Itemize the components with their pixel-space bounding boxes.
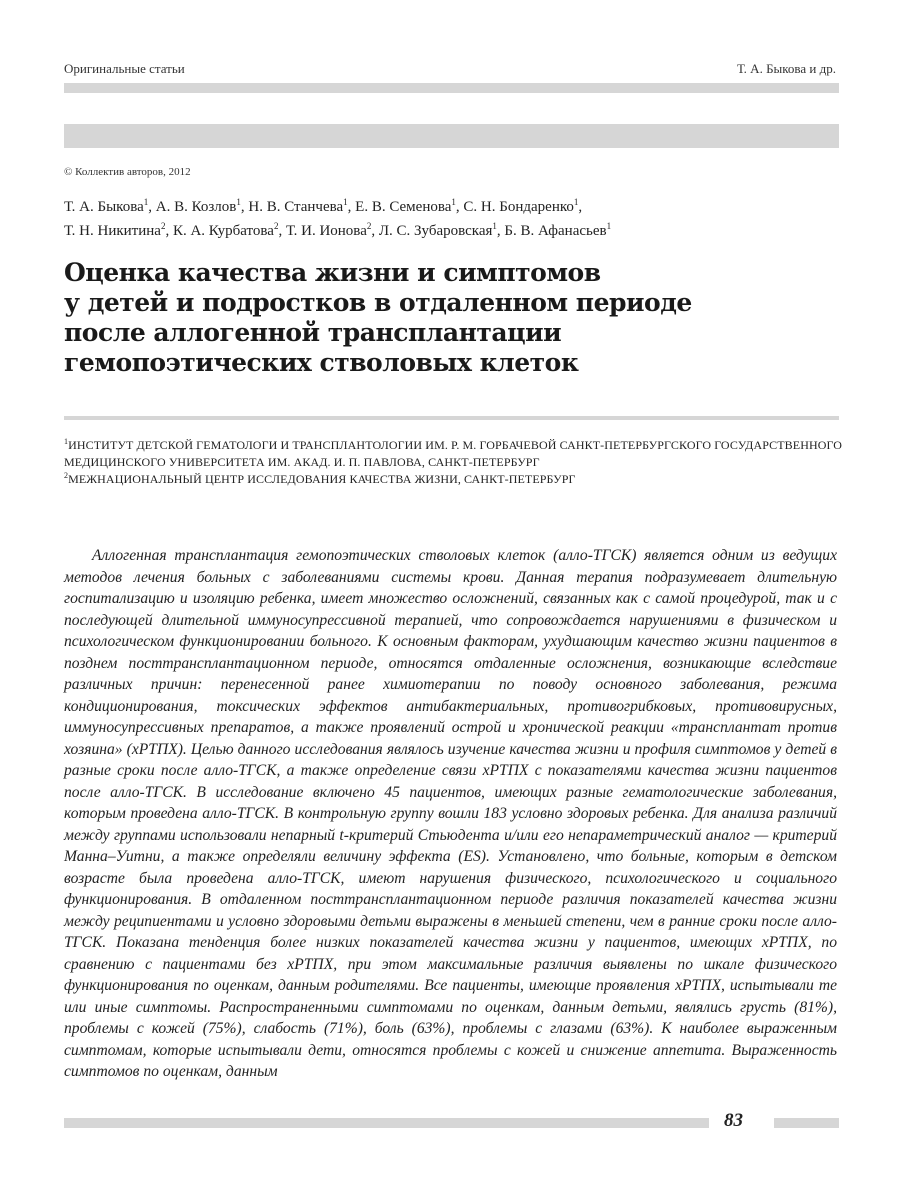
article-title [64, 258, 764, 378]
title-line: после аллогенной трансплантации [64, 318, 562, 347]
header-rule [64, 83, 839, 93]
author: Т. И. Ионова$^2$, [285, 221, 379, 239]
copyright-line: © Коллектив авторов, 2012 [64, 166, 191, 178]
footer-rule-right [774, 1118, 839, 1128]
footer-rule [64, 1118, 709, 1128]
author: Т. Н. Никитина$^2$, [64, 221, 173, 239]
affiliations [64, 437, 844, 488]
author: Е. В. Семенова$^1$, [355, 197, 464, 215]
author: Л. С. Зубаровская$^1$, [378, 221, 505, 239]
author: К. А. Курбатова$^2$, [172, 221, 286, 239]
author-list [64, 195, 844, 243]
running-header-authors: Т. А. Быкова и др. [737, 61, 836, 76]
running-header-section: Оригинальные статьи [64, 61, 185, 76]
abstract-text: Аллогенная трансплантация гемопоэтических стволовых клеток (алло-ТГСК) является одним из ведущих методов лечения больных с заболеваниями системы крови. Данная терапия подразумевает длительную госпитализацию и изоляцию ребенка, имеет множество осложнений, связанных как с самой процедурой, так и с последующей длительной иммуносупрессивной терапией, что сопровождается нарушениями в физическом и психологическом функционировании больного. К основным факторам, ухудшающим качество жизни пациентов в позднем посттрансплантационном периоде, относятся отдаленные осложнения, возникающие вследствие различных причин: перенесенной ранее химиотерапии по поводу основного заболевания, режима кондиционирования, токсических эффектов антибактериальных, противогрибковых, противовирусных, иммуносупрессивных препаратов, а также проявлений острой и хронической реакции «трансплантат против хозяина» (хРТПХ). Целью данного исследования являлось изучение качества жизни и профиля симптомов у детей в разные сроки после алло-ТГСК, а также определение связи хРТПХ с показателями качества жизни пациентов после алло-ТГСК. В исследование включено 45 пациентов, имеющих разные гематологические заболевания, которым проведена алло-ТГСК. В контрольную группу вошли 183 условно здоровых ребенка. Для анализа различий между группами использовали непарный t-критерий Стьюдента и/или его непараметрический аналог — критерий Манна–Уитни, а также определяли величину эффекта (ES). Установлено, что больные, которым в детском возрасте была проведена алло-ТГСК, имеют нарушения физического, психологического и социального функционирования. В отдаленном посттрансплантационном периоде различия показателей качества жизни между реципиентами и условно здоровыми детьми выражены в меньшей степени, чем в ранние сроки после алло-ТГСК. Показана тенденция более низких показателей качества жизни у пациентов, имеющих хРТПХ, по сравнению с пациентами без хРТПХ, при этом максимальные различия выявлены по шкале физического функционирования по оценкам, данным родителями. Все пациенты, имеющие проявления хРТПХ, испытывали те или иные симптомы. Распространенными симптомами по оценкам, данным детьми, являлись грусть (81%), проблемы с кожей (75%), слабость (71%), боль (63%), проблемы с глазами (63%). К наиболее выраженным симптомам, которые испытывали дети, относятся проблемы с кожей и снижение аппетита. Выраженность симптомов по оценкам, данным [64, 547, 837, 1080]
title-rule [64, 416, 839, 420]
decorative-band [64, 124, 839, 148]
affiliation: $^1$ИНСТИТУТ ДЕТСКОЙ ГЕМАТОЛОГИ И ТРАНСПЛАНТОЛОГИИ ИМ. Р. М. ГОРБАЧЕВОЙ САНКТ-ПЕТЕРБУРГСКОГО ГОСУДАРСТВЕННОГО МЕДИЦИНСКОГО УНИВЕРСИТЕТА ИМ. АКАД. И. П. ПАВЛОВА, САНКТ-ПЕТЕРБУРГ [64, 437, 843, 469]
author: Т. А. Быкова$^1$, [64, 197, 156, 215]
page-number: 83 [724, 1110, 743, 1131]
title-line: Оценка качества жизни и симптомов [64, 258, 601, 287]
author: Б. В. Афанасьев$^1$ [504, 221, 612, 239]
affiliation: $^2$МЕЖНАЦИОНАЛЬНЫЙ ЦЕНТР ИССЛЕДОВАНИЯ КАЧЕСТВА ЖИЗНИ, САНКТ-ПЕТЕРБУРГ [64, 471, 576, 486]
author: Н. В. Станчева$^1$, [248, 197, 356, 215]
title-line: у детей и подростков в отдаленном периоде [64, 288, 692, 317]
author: А. В. Козлов$^1$, [155, 197, 249, 215]
title-line: гемопоэтических стволовых клеток [64, 348, 579, 377]
author: С. Н. Бондаренко$^1$, [463, 197, 583, 215]
